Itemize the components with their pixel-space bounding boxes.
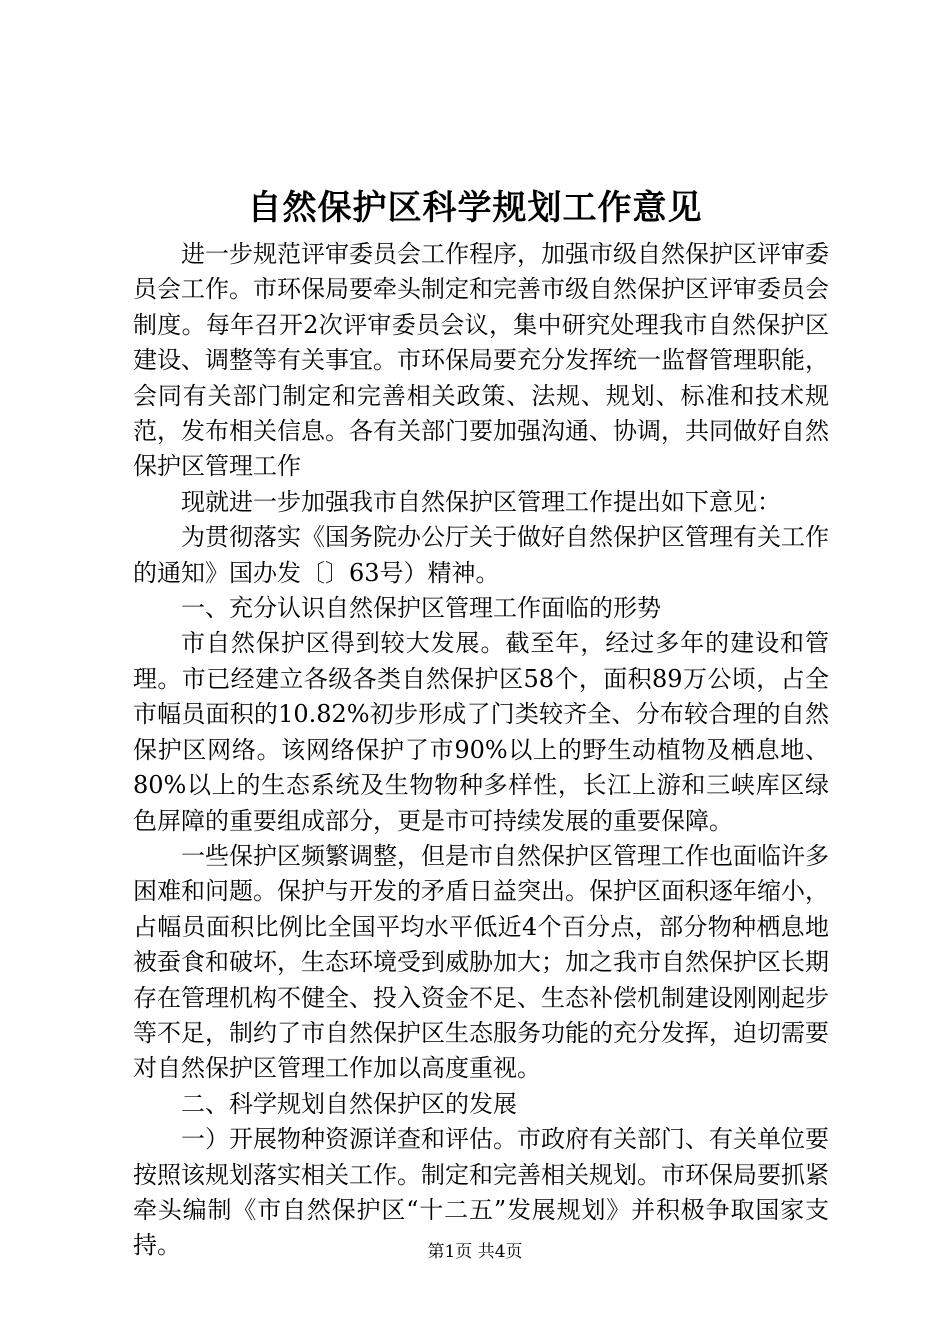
document-title: 自然保护区科学规划工作意见 — [247, 188, 703, 228]
paragraph: 市自然保护区得到较大发展。截至年，经过多年的建设和管理。市已经建立各级各类自然保护区58个，面积89万公顷，占全市幅员面积的10.82%初步形成了门类较齐全、分布较合理的自然保护区网络。该网络保护了市90%以上的野生动植物及栖息地、80%以上的生态系统及生物物种多样性，长江上游和三峡库区绿色屏障的重要组成部分，更是市可持续发展的重要保障。 — [133, 629, 829, 835]
paragraph: 一些保护区频繁调整，但是市自然保护区管理工作也面临许多困难和问题。保护与开发的矛盾日益突出。保护区面积逐年缩小，占幅员面积比例比全国平均水平低近4个百分点，部分物种栖息地被蚕食和破坏，生态环境受到威胁加大；加之我市自然保护区长期存在管理机构不健全、投入资金不足、生态补偿机制建设刚刚起步等不足，制约了市自然保护区生态服务功能的充分发挥，迫切需要对自然保护区管理工作加以高度重视。 — [133, 841, 829, 1083]
paragraph: 一）开展物种资源详查和评估。市政府有关部门、有关单位要按照该规划落实相关工作。制定和完善相关规划。市环保局要抓紧牵头编制《市自然保护区“十二五”发展规划》并积极争取国家支持。 — [133, 1125, 829, 1260]
paragraph: 现就进一步加强我市自然保护区管理工作提出如下意见： — [181, 487, 781, 516]
document-body — [133, 237, 829, 1264]
paragraph: 进一步规范评审委员会工作程序，加强市级自然保护区评审委员会工作。市环保局要牵头制定和完善市级自然保护区评审委员会制度。每年召开2次评审委员会议，集中研究处理我市自然保护区建设、调整等有关事宜。市环保局要充分发挥统一监督管理职能，会同有关部门制定和完善相关政策、法规、规划、标准和技术规范，发布相关信息。各有关部门要加强沟通、协调，共同做好自然保护区管理工作 — [133, 240, 829, 481]
section-heading: 二、科学规划自然保护区的发展 — [181, 1089, 517, 1118]
paragraph: 为贯彻落实《国务院办公厅关于做好自然保护区管理有关工作的通知》国办发〔〕63号）精神。 — [133, 523, 829, 587]
section-heading: 一、充分认识自然保护区管理工作面临的形势 — [181, 594, 661, 623]
page-footer: 第1页 共4页 — [427, 1242, 523, 1262]
